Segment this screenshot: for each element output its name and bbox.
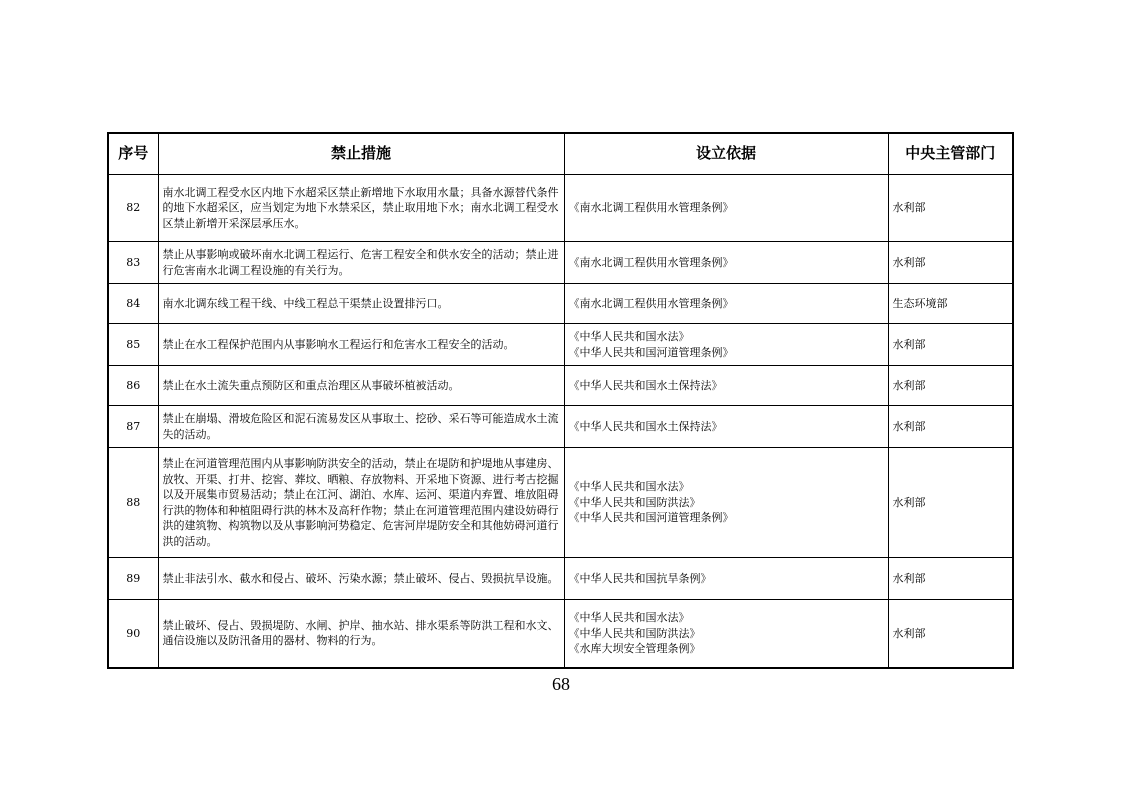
cell-measure: 禁止在河道管理范围内从事影响防洪安全的活动，禁止在堤防和护堤地从事建房、放牧、开渠、打井、挖窖、葬坟、晒粮、存放物料、开采地下资源、进行考古挖掘以及开展集市贸易活动；禁止在江河、湖泊、水库、运河、渠道内弃置、堆放阻碍行洪的物体和种植阻碍行洪的林木及高秆作物；禁止在河道管理范围内建设妨碍行洪的建筑物、构筑物以及从事影响河势稳定、危害河岸堤防安全和其他妨碍河道行洪的活动。 bbox=[158, 448, 564, 558]
cell-measure: 禁止非法引水、截水和侵占、破坏、污染水源；禁止破坏、侵占、毁损抗旱设施。 bbox=[158, 558, 564, 600]
table-row bbox=[108, 284, 1013, 324]
basis-line: 《中华人民共和国水土保持法》 bbox=[568, 378, 723, 392]
basis-line: 《南水北调工程供用水管理条例》 bbox=[568, 201, 734, 215]
basis-line: 《南水北调工程供用水管理条例》 bbox=[568, 255, 734, 269]
cell-basis bbox=[564, 600, 888, 668]
table-row bbox=[108, 558, 1013, 600]
cell-no: 88 bbox=[108, 448, 158, 558]
cell-no: 87 bbox=[108, 406, 158, 448]
cell-basis bbox=[564, 558, 888, 600]
basis-line: 《南水北调工程供用水管理条例》 bbox=[568, 296, 734, 310]
regulation-table bbox=[107, 132, 1014, 669]
header-basis: 设立依据 bbox=[564, 133, 888, 175]
cell-measure: 南水北调东线工程干线、中线工程总干渠禁止设置排污口。 bbox=[158, 284, 564, 324]
cell-dept: 水利部 bbox=[888, 448, 1013, 558]
cell-basis bbox=[564, 448, 888, 558]
cell-basis bbox=[564, 324, 888, 366]
cell-basis bbox=[564, 284, 888, 324]
cell-dept: 水利部 bbox=[888, 175, 1013, 242]
cell-basis bbox=[564, 366, 888, 406]
basis-line: 《水库大坝安全管理条例》 bbox=[568, 642, 701, 655]
basis-line: 《中华人民共和国抗旱条例》 bbox=[568, 571, 712, 585]
table-row bbox=[108, 324, 1013, 366]
basis-line: 《中华人民共和国水土保持法》 bbox=[568, 419, 723, 433]
basis-line: 《中华人民共和国水法》 bbox=[568, 330, 690, 343]
cell-no: 85 bbox=[108, 324, 158, 366]
cell-measure: 禁止在水土流失重点预防区和重点治理区从事破坏植被活动。 bbox=[158, 366, 564, 406]
basis-line: 《中华人民共和国河道管理条例》 bbox=[568, 511, 734, 525]
cell-no: 84 bbox=[108, 284, 158, 324]
header-no: 序号 bbox=[108, 133, 158, 175]
cell-dept: 水利部 bbox=[888, 324, 1013, 366]
cell-basis bbox=[564, 406, 888, 448]
table-header-row bbox=[108, 133, 1013, 175]
basis-line: 《中华人民共和国防洪法》 bbox=[568, 495, 701, 509]
page-number: 68 bbox=[552, 674, 570, 694]
cell-no: 90 bbox=[108, 600, 158, 668]
cell-measure: 禁止在水工程保护范围内从事影响水工程运行和危害水工程安全的活动。 bbox=[158, 324, 564, 366]
cell-dept: 水利部 bbox=[888, 242, 1013, 284]
header-measure: 禁止措施 bbox=[158, 133, 564, 175]
cell-basis bbox=[564, 242, 888, 284]
cell-dept: 水利部 bbox=[888, 366, 1013, 406]
table-row bbox=[108, 175, 1013, 242]
cell-measure: 禁止从事影响或破坏南水北调工程运行、危害工程安全和供水安全的活动；禁止进行危害南水北调工程设施的有关行为。 bbox=[158, 242, 564, 284]
table-body bbox=[108, 175, 1013, 668]
cell-basis bbox=[564, 175, 888, 242]
basis-line: 《中华人民共和国水法》 bbox=[568, 480, 690, 494]
cell-dept: 生态环境部 bbox=[888, 284, 1013, 324]
cell-no: 86 bbox=[108, 366, 158, 406]
header-dept: 中央主管部门 bbox=[888, 133, 1013, 175]
cell-no: 83 bbox=[108, 242, 158, 284]
table-row bbox=[108, 366, 1013, 406]
cell-dept: 水利部 bbox=[888, 558, 1013, 600]
table-row bbox=[108, 406, 1013, 448]
cell-measure: 禁止破坏、侵占、毁损堤防、水闸、护岸、抽水站、排水渠系等防洪工程和水文、通信设施以及防汛备用的器材、物料的行为。 bbox=[158, 600, 564, 668]
basis-line: 《中华人民共和国河道管理条例》 bbox=[568, 345, 734, 359]
basis-line: 《中华人民共和国防洪法》 bbox=[568, 626, 701, 640]
cell-measure: 禁止在崩塌、滑坡危险区和泥石流易发区从事取土、挖砂、采石等可能造成水土流失的活动。 bbox=[158, 406, 564, 448]
basis-line: 《中华人民共和国水法》 bbox=[568, 611, 690, 624]
cell-dept: 水利部 bbox=[888, 600, 1013, 668]
cell-no: 82 bbox=[108, 175, 158, 242]
table-row bbox=[108, 448, 1013, 558]
cell-no: 89 bbox=[108, 558, 158, 600]
cell-dept: 水利部 bbox=[888, 406, 1013, 448]
table-row bbox=[108, 600, 1013, 668]
table-row bbox=[108, 242, 1013, 284]
cell-measure: 南水北调工程受水区内地下水超采区禁止新增地下水取用水量；具备水源替代条件的地下水超采区，应当划定为地下水禁采区，禁止取用地下水；南水北调工程受水区禁止新增开采深层承压水。 bbox=[158, 175, 564, 242]
